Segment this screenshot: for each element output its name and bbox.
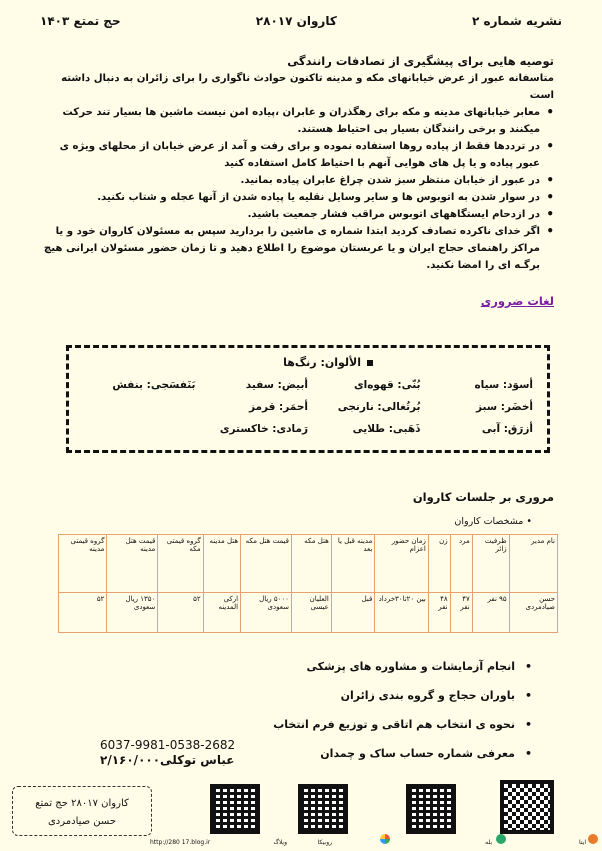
table-header: مرد — [450, 535, 472, 593]
stamp-line: کاروان ۲۸۰۱۷ حج تمتع — [35, 798, 129, 809]
table-cell: ۵۰۰۰ ریال سعودی — [241, 593, 292, 633]
vocab-word: أزرَق: آبی — [481, 423, 533, 435]
table-cell: ۱۳۵۰ ریال سعودی — [107, 593, 158, 633]
safety-intro: متاسفانه عبور از عرض خیابانهای مکه و مدینه تاکنون حوادث ناگواری را برای زائران به دنبال داشته است — [61, 73, 554, 101]
stamp-line: حسن صیادمردی — [47, 816, 117, 827]
safety-bullets — [40, 104, 554, 274]
safety-bullet: • اگر خدای ناکرده تصادف کردید ابتدا شماره ی ماشین را بردارید سپس به مسئولان کاروان خود و یا مراکز راهنمای حجاج ایران و یا عربستان موضوع را اطلاع دهید و تا زمان حضور مسئولان ایرانی هیچ برگـه ای را امضا نکنید. — [40, 223, 554, 274]
table-cell: العلیان عیسی — [291, 593, 331, 633]
qr-code-icon[interactable] — [500, 780, 554, 834]
table-header: زن — [428, 535, 450, 593]
safety-title: توصیه هایی برای پیشگیری از تصادفات رانندگی — [287, 54, 554, 68]
sessions-title: مروری بر جلسات کاروان — [412, 490, 554, 504]
table-row — [59, 593, 558, 633]
vocab-word: أخضَر: سبز — [475, 401, 533, 413]
table-cell: ۵۲ — [158, 593, 203, 633]
vocab-word: بَنَفسَجی: بنفش — [112, 379, 196, 391]
vocab-word: بُنّی: قهوه‌ای — [353, 379, 421, 391]
rubika-icon[interactable] — [380, 834, 390, 844]
table-cell: حسن صیادمردی — [509, 593, 557, 633]
qr-code-icon[interactable] — [298, 784, 348, 834]
vocab-word: أبیض: سفید — [245, 379, 308, 391]
vocab-word: أحمَر: قرمز — [248, 401, 308, 413]
table-header: قیمت هتل مکه — [241, 535, 292, 593]
caravan-table — [58, 534, 558, 633]
caravan-number: کاروان ۲۸۰۱۷ — [255, 14, 337, 28]
safety-body — [40, 70, 554, 274]
vocab-grid — [83, 379, 533, 435]
vocab-box — [66, 345, 550, 453]
table-header: زمان حضور اعزام — [375, 535, 428, 593]
qr-code-icon[interactable] — [406, 784, 456, 834]
vocab-word: ذَهَبی: طلایی — [352, 423, 421, 435]
table-cell: قبل — [331, 593, 375, 633]
service-item: • باوران حجاج و گروه بندی زائران — [273, 689, 532, 702]
vocab-word — [83, 423, 196, 435]
safety-bullet: • در ترددها فقط از پیاده روها استفاده نموده و برای رفت و آمد از عرض خیابان از محلهای ویژه ی عبور پیاده و یا پل های هوایی آنهم با احتیاط کامل استفاده کنید — [40, 138, 554, 172]
table-header-row — [59, 535, 558, 593]
bale-icon[interactable] — [496, 834, 506, 844]
vocab-word: رَمادی: خاکستری — [219, 423, 308, 435]
table-cell: ۴۷ نفر — [450, 593, 472, 633]
footer-label: ویلاگ — [273, 839, 287, 846]
safety-bullet: • معابر خیابانهای مدینه و مکه برای رهگذران و عابران ،پیاده امن نیست ماشین ها بسیار تند حرکت میکنند و برخی رانندگان بسیار بی احتیاط هستند. — [40, 104, 554, 138]
vocab-box-title: الألوان: رنگ‌ها — [83, 356, 373, 369]
hajj-year: حج تمتع ۱۴۰۳ — [40, 14, 121, 28]
table-header: نام مدیر — [509, 535, 557, 593]
account-number: 6037-9981-0538-2682 — [100, 738, 236, 752]
table-cell: ۵۲ — [59, 593, 107, 633]
table-header: قیمت هتل مدینه — [107, 535, 158, 593]
caravan-stamp — [12, 786, 152, 836]
service-item: • نحوه ی انتخاب هم اتاقی و توزیع فرم انتخاب — [273, 718, 532, 731]
table-header: گروه قیمتی مکه — [158, 535, 203, 593]
table-cell: ۴۸ نفر — [428, 593, 450, 633]
sessions-subtitle: • مشخصات کاروان — [454, 516, 532, 527]
table-header: هتل مکه — [291, 535, 331, 593]
table-cell: ۹۵ نفر — [472, 593, 509, 633]
safety-bullet: • در سوار شدن به اتوبوس ها و سایر وسایل نقلیه یا پیاده شدن از آنها عجله و شتاب نکنید. — [40, 189, 554, 206]
footer-label: بله — [485, 839, 492, 846]
footer — [0, 836, 602, 851]
eitaa-icon[interactable] — [588, 834, 598, 844]
square-bullet-icon — [367, 360, 373, 366]
table-cell: ارکی المدینه — [203, 593, 240, 633]
service-item: • معرفی شماره حساب ساک و چمدان — [273, 747, 532, 760]
table-header: گروه قیمتی مدینه — [59, 535, 107, 593]
vocab-word: بُرتُغالی: نارنجی — [337, 401, 421, 413]
account-holder: عباس توکلی۲/۱۶۰/۰۰۰ — [100, 753, 235, 767]
page-header — [40, 14, 562, 34]
safety-bullet: • در ازدحام ایستگاههای اتوبوس مراقب فشار جمعیت باشید. — [40, 206, 554, 223]
footer-label: روبیکا — [317, 839, 332, 846]
vocab-word: أسوَد: سیاه — [474, 379, 533, 391]
footer-label: ایتا — [579, 839, 586, 846]
vocab-heading: لغات ضروری — [480, 294, 554, 308]
vocab-word — [83, 401, 196, 413]
table-cell: بین ۲۰تا۳۰خرداد — [375, 593, 428, 633]
table-header: ظرفیت زائر — [472, 535, 509, 593]
table-header: هتل مدینه — [203, 535, 240, 593]
blog-link[interactable]: http://280 17.blog.ir — [150, 839, 211, 846]
table-header: مدینه قبل یا بعد — [331, 535, 375, 593]
issue-number: نشریه شماره ۲ — [472, 14, 562, 28]
service-item: • انجام آزمایشات و مشاوره های پزشکی — [273, 660, 532, 673]
services-list — [273, 660, 532, 776]
safety-bullet: • در عبور از خیابان منتظر سبز شدن چراغ عابران پیاده بمانید. — [40, 172, 554, 189]
qr-code-icon[interactable] — [210, 784, 260, 834]
